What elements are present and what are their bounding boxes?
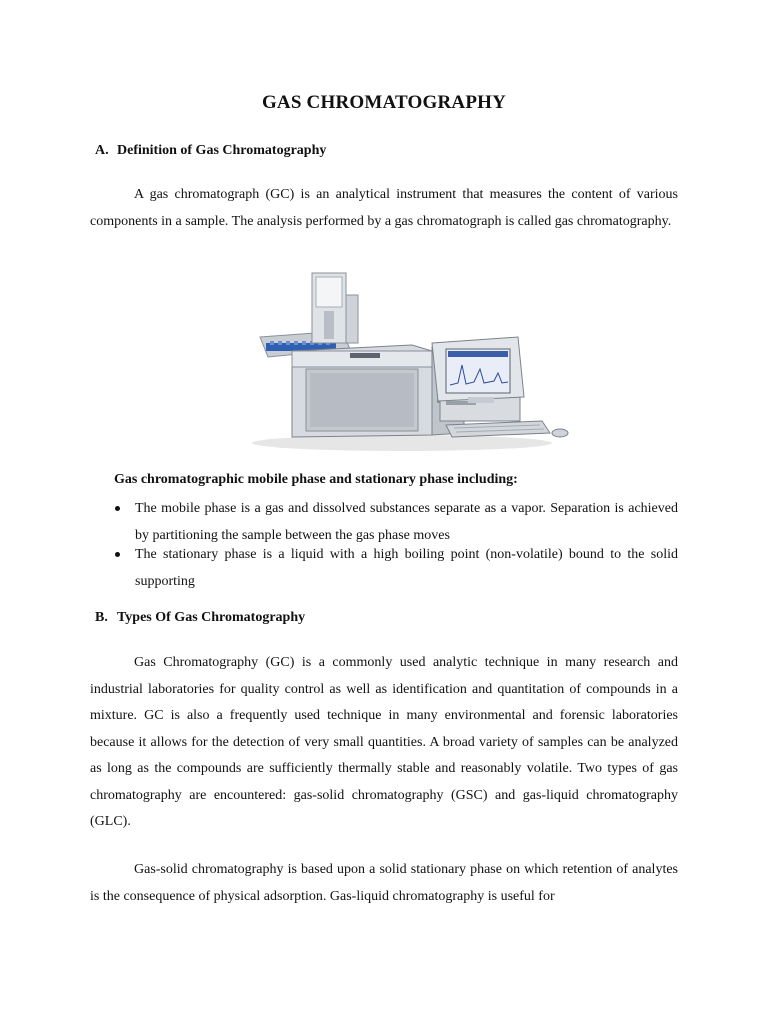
phases-heading: Gas chromatographic mobile phase and stationary phase including: <box>114 472 518 487</box>
section-a-number: A. <box>95 143 109 158</box>
bullet-icon <box>115 506 120 511</box>
list-item <box>113 541 678 595</box>
section-b-paragraph-2 <box>90 857 678 910</box>
bullet-icon <box>115 552 120 557</box>
section-b-heading <box>95 610 305 626</box>
section-a-heading <box>95 143 326 159</box>
section-a-text: A gas chromatograph (GC) is an analytical instrument that measures the content of various components in a sample. The analysis performed by a gas chromatograph is called gas chromatography. <box>90 187 678 229</box>
gas-chromatograph-image <box>232 265 578 455</box>
section-b-text-2: Gas-solid chromatography is based upon a solid stationary phase on which retention of analytes is the consequence of physical adsorption. Gas-liquid chromatography is useful for <box>90 862 678 904</box>
section-b-title: Types Of Gas Chromatography <box>117 610 306 625</box>
phases-list <box>113 495 678 595</box>
section-b-number: B. <box>95 610 108 625</box>
document-title: GAS CHROMATOGRAPHY <box>261 92 507 113</box>
phase-item-text: The stationary phase is a liquid with a high boiling point (non-volatile) bound to the solid supporting <box>135 547 678 589</box>
section-a-paragraph <box>90 182 678 235</box>
section-b-paragraph-1 <box>90 650 678 836</box>
phase-item-text: The mobile phase is a gas and dissolved substances separate as a vapor. Separation is achieved by partitioning the sample between the gas phase moves <box>135 501 678 543</box>
section-b-text-1: Gas Chromatography (GC) is a commonly used analytic technique in many research and industrial laboratories for quality control as well as identification and quantitation of compounds in a mixture. GC is also a frequently used technique in many environmental and forensic laboratories because it allows for the detection of very small quantities. A broad variety of samples can be analyzed as long as the compounds are sufficiently thermally stable and reasonably volatile. Two types of gas chromatography are encountered: gas-solid chromatography (GSC) and gas-liquid chromatography (GLC). <box>90 655 678 829</box>
section-a-title: Definition of Gas Chromatography <box>117 143 327 158</box>
